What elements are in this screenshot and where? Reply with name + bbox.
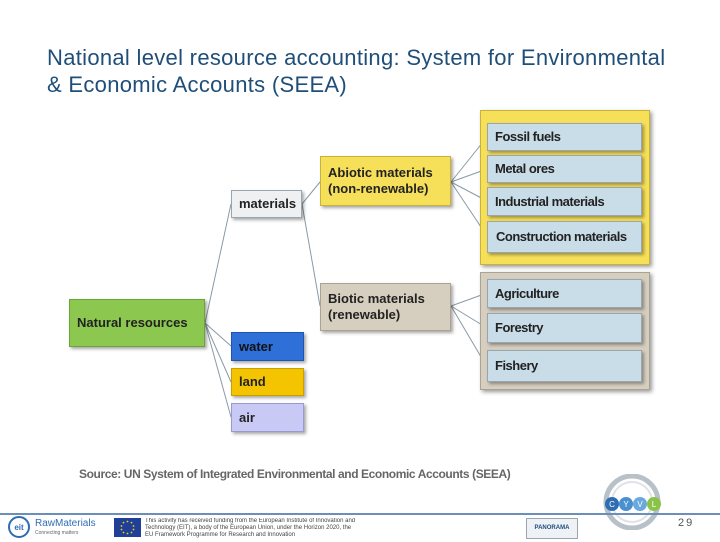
node-metal-ores: Metal ores bbox=[487, 155, 642, 183]
connector-materials-biotic bbox=[302, 204, 320, 306]
eit-logo-icon bbox=[6, 516, 32, 538]
cycle-logo bbox=[596, 474, 668, 530]
eu-flag bbox=[114, 518, 141, 537]
node-fishery: Fishery bbox=[487, 350, 642, 382]
connector-root-air bbox=[205, 323, 231, 417]
footer-divider bbox=[0, 513, 720, 515]
node-natural-resources: Natural resources bbox=[69, 299, 205, 347]
eu-stars-icon bbox=[114, 518, 141, 537]
node-forestry: Forestry bbox=[487, 313, 642, 343]
connector-root-water bbox=[205, 323, 231, 346]
connector-root-land bbox=[205, 323, 231, 382]
cycle-letter-v: V bbox=[637, 500, 643, 509]
node-abiotic-materials: Abiotic materials (non-renewable) bbox=[320, 156, 451, 206]
cycle-letter-c: C bbox=[609, 500, 615, 509]
slide-title: National level resource accounting: System for Environmental & Economic Accounts (SEEA) bbox=[47, 45, 666, 97]
cycle-icon bbox=[596, 474, 668, 530]
page-number: 29 bbox=[678, 517, 695, 529]
node-agriculture: Agriculture bbox=[487, 279, 642, 308]
funding-statement: This activity has received funding from the European Institute of Innovation and Technology (EIT), a body of the European Union, under the Horizon 2020, the EU Framework Programme for Research and Innovation bbox=[145, 518, 356, 538]
cycle-letter-y: Y bbox=[623, 500, 629, 509]
node-fossil-fuels: Fossil fuels bbox=[487, 123, 642, 151]
node-industrial-materials: Industrial materials bbox=[487, 187, 642, 216]
org-name: RawMaterials bbox=[35, 518, 96, 529]
connector-root-materials bbox=[205, 204, 231, 323]
eit-rawmaterials-logo bbox=[6, 516, 110, 538]
connector-materials-abiotic bbox=[302, 182, 320, 204]
node-land: land bbox=[231, 368, 304, 396]
source-note: Source: UN System of Integrated Environmental and Economic Accounts (SEEA) bbox=[79, 467, 511, 481]
org-tagline: Connecting matters bbox=[35, 530, 79, 536]
partner-label: PANORAMA bbox=[534, 525, 570, 531]
partner-logo bbox=[526, 518, 578, 539]
node-construction-materials: Construction materials bbox=[487, 221, 642, 253]
node-air: air bbox=[231, 403, 304, 432]
node-biotic-materials: Biotic materials (renewable) bbox=[320, 283, 451, 331]
cycle-letter-l: L bbox=[651, 500, 657, 509]
node-materials: materials bbox=[231, 190, 302, 218]
node-water: water bbox=[231, 332, 304, 361]
eit-label: eit bbox=[14, 523, 24, 532]
